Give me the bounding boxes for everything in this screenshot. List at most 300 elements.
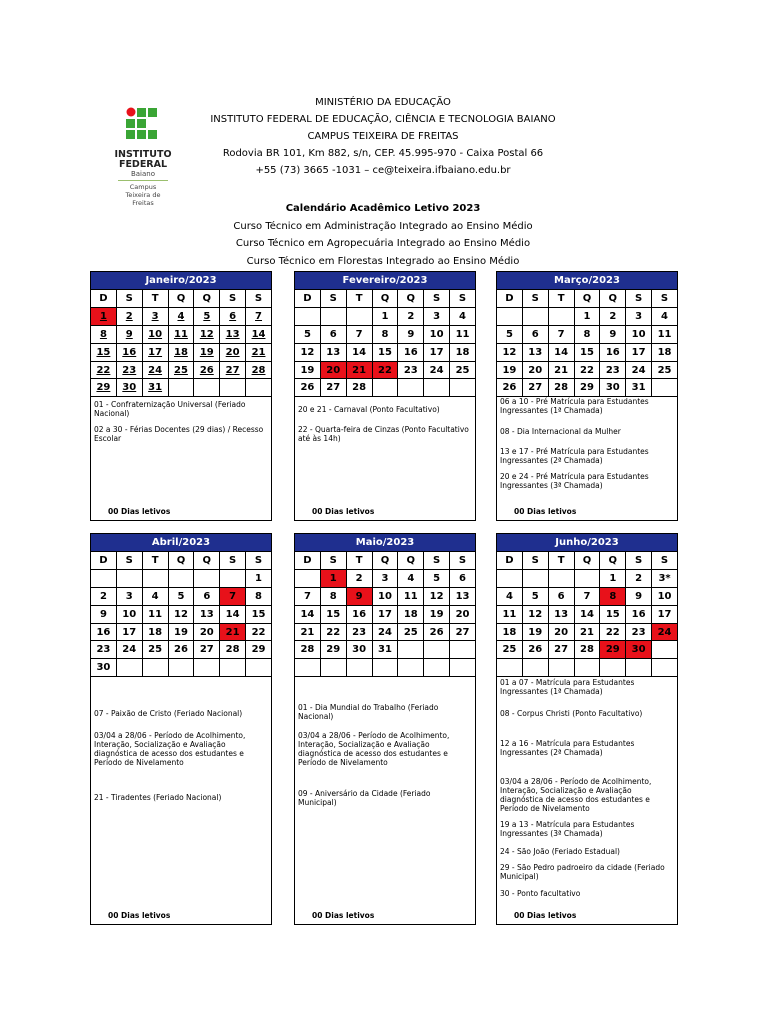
note-text: 03/04 a 28/06 - Período de Acolhimento, Interação, Socialização e Avaliação diagnóstica de acesso dos estudantes e Período de Nivelamento: [94, 731, 246, 768]
day-cell: [320, 343, 346, 361]
day-number: 31: [377, 644, 392, 656]
weekday-header: S: [116, 290, 142, 308]
month-notes: [90, 397, 272, 521]
day-number: 13: [225, 328, 240, 340]
school-days-count: 00 Dias letivos: [108, 507, 171, 517]
day-number: 27: [326, 382, 341, 394]
day-number: 1: [381, 310, 389, 322]
day-cell: [372, 623, 398, 641]
day-number: 23: [631, 626, 646, 638]
day-cell: [346, 587, 372, 605]
weekday-header: S: [522, 552, 548, 570]
day-number: 26: [300, 382, 315, 394]
day-cell: [522, 379, 548, 397]
day-number: 23: [403, 364, 418, 376]
day-cell: [142, 641, 168, 659]
day-number: 5: [203, 310, 211, 322]
empty-cell: [91, 569, 117, 587]
day-number: 14: [352, 346, 367, 358]
month-title: Fevereiro/2023: [295, 272, 476, 290]
day-number: 8: [99, 328, 107, 340]
empty-cell: [220, 379, 246, 397]
day-number: 6: [557, 590, 565, 602]
day-number: 11: [148, 608, 163, 620]
day-number: 21: [225, 626, 240, 638]
empty-cell: [168, 569, 194, 587]
day-cell: [168, 343, 194, 361]
day-cell: [142, 379, 168, 397]
day-cell: [424, 623, 450, 641]
day-cell: [116, 343, 142, 361]
day-cell: [548, 361, 574, 379]
day-number: 16: [352, 608, 367, 620]
empty-cell: [346, 659, 372, 677]
empty-cell: [450, 659, 476, 677]
day-number: 4: [407, 572, 415, 584]
day-number: 22: [605, 626, 620, 638]
day-cell: [522, 587, 548, 605]
day-cell: [220, 605, 246, 623]
day-number: 17: [631, 346, 646, 358]
day-cell: [295, 325, 321, 343]
day-number: 1: [255, 572, 263, 584]
note-text: 30 - Ponto facultativo: [500, 889, 581, 899]
day-number: 2: [125, 310, 133, 322]
weekday-header: D: [497, 290, 523, 308]
day-cell: [497, 623, 523, 641]
day-number: 25: [148, 644, 163, 656]
day-cell: [398, 605, 424, 623]
day-cell: [194, 641, 220, 659]
day-number: 9: [635, 590, 643, 602]
day-number: 15: [605, 608, 620, 620]
empty-cell: [220, 659, 246, 677]
day-number: 16: [403, 346, 418, 358]
day-cell: [246, 605, 272, 623]
day-cell: [116, 605, 142, 623]
logo-line6: Freitas: [132, 199, 154, 207]
day-number: 6: [203, 590, 211, 602]
day-number: 16: [122, 346, 137, 358]
day-cell: [450, 343, 476, 361]
month-notes: [90, 677, 272, 925]
day-cell: [246, 623, 272, 641]
day-number: 8: [381, 328, 389, 340]
note-text: 21 - Tiradentes (Feriado Nacional): [94, 793, 222, 803]
weekday-header: Q: [194, 290, 220, 308]
day-cell: [320, 641, 346, 659]
day-number: 3: [381, 572, 389, 584]
day-number: 28: [251, 364, 266, 376]
month-janeiro: [90, 271, 272, 521]
day-cell: [194, 623, 220, 641]
day-cell: [116, 587, 142, 605]
weekday-header: Q: [168, 552, 194, 570]
note-text: 01 a 07 - Matrícula para Estudantes Ingressantes (1ª Chamada): [500, 678, 635, 697]
day-cell: [372, 587, 398, 605]
day-number: 29: [579, 382, 594, 394]
day-number: 15: [96, 346, 111, 358]
day-cell: [246, 343, 272, 361]
day-number: 13: [326, 346, 341, 358]
day-number: 21: [251, 346, 266, 358]
school-days-count: 00 Dias letivos: [312, 911, 375, 921]
day-cell: [626, 587, 652, 605]
day-cell: [142, 325, 168, 343]
day-cell: [574, 325, 600, 343]
day-number: 11: [502, 608, 517, 620]
day-number: 2: [407, 310, 415, 322]
day-cell: [652, 325, 678, 343]
day-cell: [574, 343, 600, 361]
day-number: 16: [605, 346, 620, 358]
empty-cell: [398, 641, 424, 659]
day-number: 19: [429, 608, 444, 620]
day-cell: [295, 343, 321, 361]
day-number: 14: [300, 608, 315, 620]
day-number: 7: [255, 310, 263, 322]
day-number: 3: [151, 310, 159, 322]
month-fevereiro: [294, 271, 476, 521]
day-number: 1: [583, 310, 591, 322]
day-cell: [116, 623, 142, 641]
day-number: 29: [605, 644, 620, 656]
day-number: 26: [502, 382, 517, 394]
day-number: 17: [429, 346, 444, 358]
day-number: 2: [99, 590, 107, 602]
day-number: 10: [377, 590, 392, 602]
day-cell: [116, 307, 142, 325]
day-cell: [295, 587, 321, 605]
day-number: 8: [255, 590, 263, 602]
campus-name: CAMPUS TEIXEIRA DE FREITAS: [307, 131, 459, 142]
day-cell: [220, 587, 246, 605]
empty-cell: [548, 659, 574, 677]
day-number: 21: [554, 364, 569, 376]
day-number: 19: [502, 364, 517, 376]
day-number: 18: [657, 346, 672, 358]
day-cell: [194, 605, 220, 623]
weekday-header: Q: [398, 552, 424, 570]
day-number: 12: [502, 346, 517, 358]
day-cell: [600, 325, 626, 343]
course-agropecuaria: Curso Técnico em Agropecuária Integrado ao Ensino Médio: [235, 238, 531, 249]
day-number: 24: [631, 364, 646, 376]
day-cell: [168, 587, 194, 605]
day-cell: [295, 605, 321, 623]
day-number: 9: [99, 608, 107, 620]
document-header: [200, 94, 566, 179]
day-cell: [91, 379, 117, 397]
day-number: 30: [96, 662, 111, 674]
day-number: 19: [528, 626, 543, 638]
month-notes: [496, 397, 678, 521]
day-cell: [372, 307, 398, 325]
ministry-name: MINISTÉRIO DA EDUCAÇÃO: [315, 97, 451, 108]
day-number: 14: [579, 608, 594, 620]
weekday-header: Q: [372, 290, 398, 308]
note-text: 24 - São João (Feriado Estadual): [500, 847, 620, 857]
weekday-header: D: [295, 290, 321, 308]
empty-cell: [346, 307, 372, 325]
empty-cell: [398, 659, 424, 677]
empty-cell: [142, 569, 168, 587]
day-cell: [600, 307, 626, 325]
note-text: 03/04 a 28/06 - Período de Acolhimento, Interação, Socialização e Avaliação diagnóstica de acesso dos estudantes e Período de Nivelamento: [298, 731, 450, 768]
weekday-header: T: [548, 552, 574, 570]
day-cell: [652, 569, 678, 587]
day-number: 9: [407, 328, 415, 340]
day-cell: [246, 569, 272, 587]
day-cell: [574, 641, 600, 659]
day-number: 29: [251, 644, 266, 656]
day-cell: [91, 623, 117, 641]
day-number: 4: [505, 590, 513, 602]
weekday-header: D: [91, 552, 117, 570]
day-cell: [372, 641, 398, 659]
day-number: 6: [531, 328, 539, 340]
day-number: 10: [122, 608, 137, 620]
day-number: 3: [635, 310, 643, 322]
day-number: 14: [251, 328, 266, 340]
weekday-header: S: [626, 552, 652, 570]
day-cell: [220, 307, 246, 325]
day-cell: [450, 623, 476, 641]
day-cell: [522, 623, 548, 641]
day-cell: [497, 361, 523, 379]
day-number: 13: [455, 590, 470, 602]
day-number: 11: [173, 328, 188, 340]
empty-cell: [424, 659, 450, 677]
empty-cell: [398, 379, 424, 397]
empty-cell: [497, 659, 523, 677]
day-cell: [346, 623, 372, 641]
day-number: 2: [635, 572, 643, 584]
contact: +55 (73) 3665 -1031 – ce@teixeira.ifbaiano.edu.br: [255, 165, 511, 176]
empty-cell: [372, 379, 398, 397]
day-cell: [574, 379, 600, 397]
day-cell: [424, 307, 450, 325]
day-cell: [548, 379, 574, 397]
day-number: 5: [177, 590, 185, 602]
day-number: 3: [433, 310, 441, 322]
day-number: 30: [605, 382, 620, 394]
day-number: 6: [229, 310, 237, 322]
day-number: 27: [225, 364, 240, 376]
day-number: 9: [125, 328, 133, 340]
empty-cell: [168, 659, 194, 677]
day-number: 13: [528, 346, 543, 358]
month-junho: [496, 533, 678, 925]
day-number: 30: [631, 644, 646, 656]
day-number: 28: [352, 382, 367, 394]
day-cell: [424, 361, 450, 379]
empty-cell: [295, 569, 321, 587]
day-cell: [246, 307, 272, 325]
day-cell: [346, 641, 372, 659]
day-cell: [372, 569, 398, 587]
logo-grid-icon: [108, 106, 178, 146]
weekday-header: S: [116, 552, 142, 570]
day-cell: [91, 605, 117, 623]
day-cell: [626, 379, 652, 397]
empty-cell: [246, 379, 272, 397]
day-cell: [450, 587, 476, 605]
month-notes: [294, 397, 476, 521]
day-number: 19: [300, 364, 315, 376]
day-number: 23: [605, 364, 620, 376]
day-number: 15: [377, 346, 392, 358]
day-cell: [346, 361, 372, 379]
day-number: 22: [377, 364, 392, 376]
day-cell: [574, 307, 600, 325]
weekday-header: D: [295, 552, 321, 570]
day-cell: [548, 623, 574, 641]
weekday-header: Q: [398, 290, 424, 308]
day-cell: [142, 307, 168, 325]
weekday-header: S: [652, 290, 678, 308]
day-number: 14: [554, 346, 569, 358]
day-cell: [320, 325, 346, 343]
day-cell: [320, 623, 346, 641]
day-cell: [600, 605, 626, 623]
day-number: 20: [326, 364, 341, 376]
day-cell: [320, 569, 346, 587]
day-number: 7: [229, 590, 237, 602]
empty-cell: [295, 307, 321, 325]
day-cell: [246, 641, 272, 659]
day-number: 12: [528, 608, 543, 620]
weekday-header: T: [142, 552, 168, 570]
institute-name: INSTITUTO FEDERAL DE EDUCAÇÃO, CIÊNCIA E TECNOLOGIA BAIANO: [210, 114, 556, 125]
school-days-count: 00 Dias letivos: [514, 507, 577, 517]
day-number: 8: [329, 590, 337, 602]
weekday-header: S: [320, 552, 346, 570]
day-cell: [220, 641, 246, 659]
weekday-header: S: [652, 552, 678, 570]
day-cell: [295, 361, 321, 379]
empty-cell: [652, 659, 678, 677]
day-cell: [142, 361, 168, 379]
empty-cell: [320, 307, 346, 325]
month-marco: [496, 271, 678, 521]
weekday-header: Q: [168, 290, 194, 308]
day-number: 5: [433, 572, 441, 584]
day-number: 25: [173, 364, 188, 376]
day-number: 26: [528, 644, 543, 656]
day-number: 1: [99, 310, 107, 322]
logo-divider: [118, 180, 168, 181]
month-title: Abril/2023: [91, 534, 272, 552]
day-cell: [91, 343, 117, 361]
note-text: 03/04 a 28/06 - Período de Acolhimento, Interação, Socialização e Avaliação diagnóstica de acesso dos estudantes e Período de Nivelamento: [500, 777, 652, 814]
day-number: 22: [326, 626, 341, 638]
day-number: 22: [251, 626, 266, 638]
weekday-header: T: [142, 290, 168, 308]
note-text: 13 e 17 - Pré Matrícula para Estudantes Ingressantes (2ª Chamada): [500, 447, 649, 466]
day-cell: [295, 641, 321, 659]
month-title: Maio/2023: [295, 534, 476, 552]
day-number: 19: [173, 626, 188, 638]
note-text: 22 - Quarta-feira de Cinzas (Ponto Facultativo até às 14h): [298, 425, 469, 444]
day-number: 2: [609, 310, 617, 322]
weekday-header: Q: [574, 290, 600, 308]
day-number: 15: [326, 608, 341, 620]
day-number: 19: [199, 346, 214, 358]
day-number: 27: [455, 626, 470, 638]
day-cell: [320, 379, 346, 397]
day-cell: [652, 361, 678, 379]
day-cell: [450, 569, 476, 587]
day-number: 17: [377, 608, 392, 620]
empty-cell: [652, 641, 678, 659]
day-cell: [142, 343, 168, 361]
day-number: 29: [326, 644, 341, 656]
day-cell: [220, 361, 246, 379]
day-number: 26: [429, 626, 444, 638]
day-cell: [574, 587, 600, 605]
day-cell: [574, 605, 600, 623]
day-number: 12: [300, 346, 315, 358]
day-number: 23: [96, 644, 111, 656]
empty-cell: [450, 379, 476, 397]
day-cell: [626, 361, 652, 379]
month-grid: [294, 533, 476, 677]
day-number: 30: [122, 382, 137, 394]
note-text: 07 - Paixão de Cristo (Feriado Nacional): [94, 709, 243, 719]
day-number: 3: [125, 590, 133, 602]
day-number: 12: [429, 590, 444, 602]
day-cell: [450, 605, 476, 623]
day-cell: [497, 587, 523, 605]
day-cell: [652, 623, 678, 641]
empty-cell: [652, 379, 678, 397]
day-cell: [424, 569, 450, 587]
day-number: 14: [225, 608, 240, 620]
day-number: 23: [122, 364, 137, 376]
day-cell: [600, 623, 626, 641]
day-cell: [142, 605, 168, 623]
month-grid: [294, 271, 476, 397]
month-title: Março/2023: [497, 272, 678, 290]
day-number: 7: [583, 590, 591, 602]
day-number: 13: [199, 608, 214, 620]
day-number: 23: [352, 626, 367, 638]
note-text: 20 e 21 - Carnaval (Ponto Facultativo): [298, 405, 440, 415]
day-cell: [398, 343, 424, 361]
note-text: 01 - Dia Mundial do Trabalho (Feriado Nacional): [298, 703, 439, 722]
day-number: 20: [554, 626, 569, 638]
day-number: 16: [96, 626, 111, 638]
day-cell: [372, 343, 398, 361]
day-cell: [398, 361, 424, 379]
month-grid: [496, 271, 678, 397]
day-cell: [194, 325, 220, 343]
day-number: 22: [96, 364, 111, 376]
day-number: 11: [657, 328, 672, 340]
day-cell: [116, 641, 142, 659]
day-number: 5: [303, 328, 311, 340]
day-cell: [652, 343, 678, 361]
day-cell: [497, 641, 523, 659]
weekday-header: Q: [574, 552, 600, 570]
day-cell: [626, 569, 652, 587]
day-number: 15: [251, 608, 266, 620]
day-cell: [652, 605, 678, 623]
weekday-header: T: [346, 552, 372, 570]
day-number: 18: [502, 626, 517, 638]
course-florestas: Curso Técnico em Florestas Integrado ao Ensino Médio: [246, 255, 520, 267]
